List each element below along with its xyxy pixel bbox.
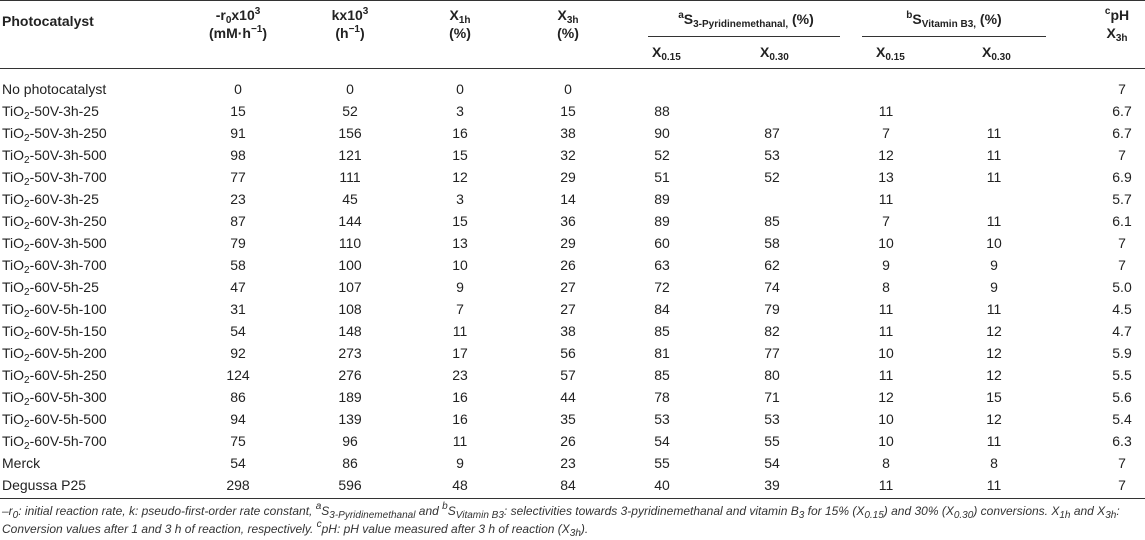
cell-s3-015: 55 <box>654 455 670 471</box>
cell-x3h: 35 <box>560 411 576 427</box>
cell-s3-015: 54 <box>654 433 670 449</box>
cell-s3-015: 52 <box>654 147 670 163</box>
table-row <box>0 167 1145 189</box>
table-row <box>0 101 1145 123</box>
top-rule <box>0 0 1145 1</box>
cell-k: 596 <box>338 477 362 493</box>
cell-x3h: 14 <box>560 191 576 207</box>
cell-r0: 77 <box>230 169 246 185</box>
table-row <box>0 343 1145 365</box>
header-k: $kx10^3$ $(h^{-1})$ <box>331 6 369 41</box>
cell-x3h: 26 <box>560 257 576 273</box>
cell-svb-030: 11 <box>986 125 1002 141</box>
cell-x1h: 9 <box>456 279 464 295</box>
cell-k: 107 <box>338 279 362 295</box>
cell-svb-030: 8 <box>990 455 998 471</box>
cell-svb-015: 11 <box>878 323 894 339</box>
cell-svb-030: 12 <box>986 323 1002 339</box>
cell-x1h: 48 <box>452 477 468 493</box>
cell-ph: 7 <box>1118 477 1126 493</box>
cell-svb-030: 11 <box>986 477 1002 493</box>
cell-x1h: 7 <box>456 301 464 317</box>
cell-svb-030: 10 <box>986 235 1002 251</box>
cell-s3-030: 71 <box>764 389 780 405</box>
cell-s3-030: 54 <box>764 455 780 471</box>
cell-k: 148 <box>338 323 362 339</box>
cell-k: 276 <box>338 367 362 383</box>
header-rule <box>0 68 1145 69</box>
cell-x3h: 36 <box>560 213 576 229</box>
row-name: TiO$_2$-50V-3h-250 <box>2 125 107 144</box>
cell-r0: 94 <box>230 411 246 427</box>
table-row <box>0 277 1145 299</box>
cell-x1h: 15 <box>452 213 468 229</box>
row-name: TiO$_2$-60V-5h-200 <box>2 345 107 364</box>
cell-ph: 4.7 <box>1112 323 1132 339</box>
cell-k: 100 <box>338 257 362 273</box>
cell-x3h: 84 <box>560 477 576 493</box>
cell-x3h: 27 <box>560 301 576 317</box>
table-row <box>0 79 1145 101</box>
table-row <box>0 365 1145 387</box>
cell-x1h: 16 <box>452 389 468 405</box>
cell-r0: 31 <box>230 301 246 317</box>
cell-r0: 79 <box>230 235 246 251</box>
cell-k: 189 <box>338 389 362 405</box>
cell-svb-015: 11 <box>878 367 894 383</box>
header-s3-pyridinemethanal: $^aS_{3-Pyridinemethanal,}$ (%) <box>678 10 814 30</box>
cell-r0: 98 <box>230 147 246 163</box>
cell-s3-030: 53 <box>764 411 780 427</box>
cell-ph: 5.7 <box>1112 191 1132 207</box>
cell-s3-015: 85 <box>654 323 670 339</box>
cell-s3-030: 79 <box>764 301 780 317</box>
cell-ph: 7 <box>1118 81 1126 97</box>
cell-s3-030: 85 <box>764 213 780 229</box>
cell-k: 156 <box>338 125 362 141</box>
cell-x1h: 12 <box>452 169 468 185</box>
cell-s3-015: 89 <box>654 191 670 207</box>
row-name: TiO$_2$-60V-3h-500 <box>2 235 107 254</box>
row-name: No photocatalyst <box>2 81 107 97</box>
header-svb-x015: $X_{0.15}$ <box>876 44 905 63</box>
cell-s3-030: 52 <box>764 169 780 185</box>
cell-r0: 92 <box>230 345 246 361</box>
cell-r0: 15 <box>230 103 246 119</box>
cell-r0: 47 <box>230 279 246 295</box>
cell-x3h: 29 <box>560 235 576 251</box>
s3-subrule <box>648 36 840 37</box>
cell-s3-015: 88 <box>654 103 670 119</box>
table-row <box>0 233 1145 255</box>
cell-s3-030: 74 <box>764 279 780 295</box>
cell-s3-030: 82 <box>764 323 780 339</box>
cell-s3-015: 60 <box>654 235 670 251</box>
table-row <box>0 321 1145 343</box>
header-x1h: $X_{1h}$ (%) <box>449 7 471 41</box>
header-ph: $^c$pH $X_{3h}$ <box>1104 6 1130 44</box>
cell-r0: 86 <box>230 389 246 405</box>
cell-ph: 6.7 <box>1112 103 1132 119</box>
cell-x1h: 16 <box>452 125 468 141</box>
cell-x1h: 16 <box>452 411 468 427</box>
cell-x3h: 23 <box>560 455 576 471</box>
cell-x3h: 44 <box>560 389 576 405</box>
table-row <box>0 123 1145 145</box>
cell-svb-030: 11 <box>986 301 1002 317</box>
table-footnote: $-r_0$: initial reaction rate, k: pseudo-first-order rate constant, $^aS_{3-Pyridinemethanal}$ and $^bS_{Vitamin B3}$: selectivities towards 3-pyridinemethanal and vitamin $B_3$ for 15% $(X_{0.15})$ and 30% $(X_{0.30})$ conversions. $X_{1h}$ and $X_{3h}$: Conversion values after 1 and 3 h of reaction, respectively. $^c$pH: pH value measured after 3 h of reaction $(X_{3h})$. <box>2 501 1120 539</box>
cell-svb-030: 11 <box>986 169 1002 185</box>
cell-k: 111 <box>339 169 361 185</box>
table-row <box>0 387 1145 409</box>
cell-svb-030: 11 <box>986 147 1002 163</box>
table-row <box>0 409 1145 431</box>
cell-svb-015: 9 <box>882 257 890 273</box>
cell-svb-030: 12 <box>986 367 1002 383</box>
cell-svb-015: 7 <box>882 125 890 141</box>
cell-s3-015: 53 <box>654 411 670 427</box>
cell-s3-015: 51 <box>654 169 670 185</box>
row-name: TiO$_2$-60V-5h-700 <box>2 433 107 452</box>
cell-x3h: 27 <box>560 279 576 295</box>
cell-k: 45 <box>342 191 358 207</box>
svb-subrule <box>862 36 1046 37</box>
cell-x1h: 9 <box>456 455 464 471</box>
cell-svb-015: 11 <box>878 191 894 207</box>
table-row <box>0 255 1145 277</box>
row-name: TiO$_2$-60V-5h-25 <box>2 279 99 298</box>
cell-r0: 54 <box>230 323 246 339</box>
cell-svb-030: 12 <box>986 345 1002 361</box>
cell-r0: 91 <box>230 125 246 141</box>
cell-x1h: 3 <box>456 103 464 119</box>
cell-x1h: 15 <box>452 147 468 163</box>
cell-s3-015: 89 <box>654 213 670 229</box>
cell-x1h: 17 <box>452 345 468 361</box>
cell-k: 52 <box>342 103 358 119</box>
cell-ph: 6.3 <box>1112 433 1132 449</box>
cell-k: 96 <box>342 433 358 449</box>
cell-s3-015: 78 <box>654 389 670 405</box>
cell-svb-015: 12 <box>878 389 894 405</box>
cell-s3-030: 55 <box>764 433 780 449</box>
cell-svb-015: 11 <box>878 103 894 119</box>
cell-ph: 6.1 <box>1112 213 1132 229</box>
cell-x3h: 29 <box>560 169 576 185</box>
cell-s3-015: 81 <box>654 345 670 361</box>
row-name: TiO$_2$-60V-5h-150 <box>2 323 107 342</box>
cell-ph: 7 <box>1118 455 1126 471</box>
row-name: TiO$_2$-60V-5h-100 <box>2 301 107 320</box>
header-s3-x015: $X_{0.15}$ <box>652 44 681 63</box>
header-x3h: $X_{3h}$ (%) <box>557 7 579 41</box>
table-row <box>0 211 1145 233</box>
row-name: Degussa P25 <box>2 477 87 493</box>
cell-x1h: 11 <box>452 433 468 449</box>
cell-ph: 6.9 <box>1112 169 1132 185</box>
cell-s3-015: 72 <box>654 279 670 295</box>
cell-ph: 5.6 <box>1112 389 1132 405</box>
cell-s3-030: 62 <box>764 257 780 273</box>
cell-r0: 23 <box>230 191 246 207</box>
cell-x1h: 23 <box>452 367 468 383</box>
cell-x3h: 32 <box>560 147 576 163</box>
cell-x3h: 38 <box>560 125 576 141</box>
header-photocatalyst: Photocatalyst <box>2 13 94 29</box>
cell-k: 0 <box>346 81 354 97</box>
cell-ph: 5.4 <box>1112 411 1132 427</box>
cell-svb-030: 11 <box>986 213 1002 229</box>
table-row <box>0 145 1145 167</box>
cell-r0: 54 <box>230 455 246 471</box>
cell-ph: 5.5 <box>1112 367 1132 383</box>
cell-svb-015: 10 <box>878 345 894 361</box>
cell-s3-015: 40 <box>654 477 670 493</box>
row-name: TiO$_2$-60V-5h-500 <box>2 411 107 430</box>
cell-svb-015: 8 <box>882 279 890 295</box>
row-name: TiO$_2$-50V-3h-500 <box>2 147 107 166</box>
cell-s3-030: 58 <box>764 235 780 251</box>
cell-x1h: 10 <box>452 257 468 273</box>
row-name: TiO$_2$-50V-3h-25 <box>2 103 99 122</box>
cell-svb-030: 15 <box>986 389 1002 405</box>
row-name: TiO$_2$-60V-3h-250 <box>2 213 107 232</box>
row-name: TiO$_2$-60V-5h-250 <box>2 367 107 386</box>
cell-k: 110 <box>338 235 362 251</box>
row-name: TiO$_2$-60V-5h-300 <box>2 389 107 408</box>
cell-ph: 7 <box>1118 147 1126 163</box>
cell-k: 139 <box>338 411 362 427</box>
cell-k: 86 <box>342 455 358 471</box>
cell-x3h: 57 <box>560 367 576 383</box>
cell-svb-030: 9 <box>990 257 998 273</box>
cell-r0: 298 <box>226 477 250 493</box>
cell-s3-015: 90 <box>654 125 670 141</box>
cell-svb-015: 13 <box>878 169 894 185</box>
cell-k: 108 <box>338 301 362 317</box>
cell-svb-015: 11 <box>878 301 894 317</box>
row-name: TiO$_2$-60V-3h-25 <box>2 191 99 210</box>
table-row <box>0 431 1145 453</box>
cell-r0: 124 <box>226 367 250 383</box>
header-svb-x030: $X_{0.30}$ <box>982 44 1011 63</box>
cell-ph: 5.9 <box>1112 345 1132 361</box>
cell-svb-030: 11 <box>986 433 1002 449</box>
cell-r0: 87 <box>230 213 246 229</box>
cell-svb-015: 7 <box>882 213 890 229</box>
cell-s3-015: 63 <box>654 257 670 273</box>
cell-s3-030: 87 <box>764 125 780 141</box>
cell-s3-030: 39 <box>764 477 780 493</box>
cell-x1h: 3 <box>456 191 464 207</box>
cell-x3h: 15 <box>560 103 576 119</box>
cell-ph: 7 <box>1118 257 1126 273</box>
cell-svb-015: 11 <box>878 477 894 493</box>
cell-svb-015: 10 <box>878 235 894 251</box>
row-name: TiO$_2$-50V-3h-700 <box>2 169 107 188</box>
header-s3-x030: $X_{0.30}$ <box>760 44 789 63</box>
cell-x3h: 26 <box>560 433 576 449</box>
cell-r0: 75 <box>230 433 246 449</box>
cell-svb-030: 9 <box>990 279 998 295</box>
cell-r0: 0 <box>234 81 242 97</box>
cell-s3-015: 84 <box>654 301 670 317</box>
cell-svb-015: 8 <box>882 455 890 471</box>
cell-s3-030: 80 <box>764 367 780 383</box>
table-row <box>0 299 1145 321</box>
cell-s3-015: 85 <box>654 367 670 383</box>
header-s-vitamin-b3: $^bS_{Vitamin B3,}$ (%) <box>906 10 1002 30</box>
cell-svb-015: 10 <box>878 433 894 449</box>
cell-x1h: 0 <box>456 81 464 97</box>
header-r0: $-r_0x10^3$ $(mM\cdot h^{-1})$ <box>208 6 268 41</box>
cell-x1h: 13 <box>452 235 468 251</box>
cell-s3-030: 53 <box>764 147 780 163</box>
table-row <box>0 189 1145 211</box>
cell-ph: 4.5 <box>1112 301 1132 317</box>
table-row <box>0 475 1145 497</box>
cell-x1h: 11 <box>452 323 468 339</box>
cell-x3h: 0 <box>564 81 572 97</box>
cell-svb-015: 10 <box>878 411 894 427</box>
cell-s3-030: 77 <box>764 345 780 361</box>
cell-svb-015: 12 <box>878 147 894 163</box>
bottom-rule <box>0 498 1145 499</box>
cell-k: 273 <box>338 345 362 361</box>
row-name: Merck <box>2 455 41 471</box>
cell-x3h: 56 <box>560 345 576 361</box>
cell-svb-030: 12 <box>986 411 1002 427</box>
cell-ph: 6.7 <box>1112 125 1132 141</box>
cell-x3h: 38 <box>560 323 576 339</box>
cell-k: 121 <box>338 147 362 163</box>
cell-k: 144 <box>338 213 362 229</box>
cell-r0: 58 <box>230 257 246 273</box>
row-name: TiO$_2$-60V-3h-700 <box>2 257 107 276</box>
table-row <box>0 453 1145 475</box>
cell-ph: 7 <box>1118 235 1126 251</box>
cell-ph: 5.0 <box>1112 279 1132 295</box>
